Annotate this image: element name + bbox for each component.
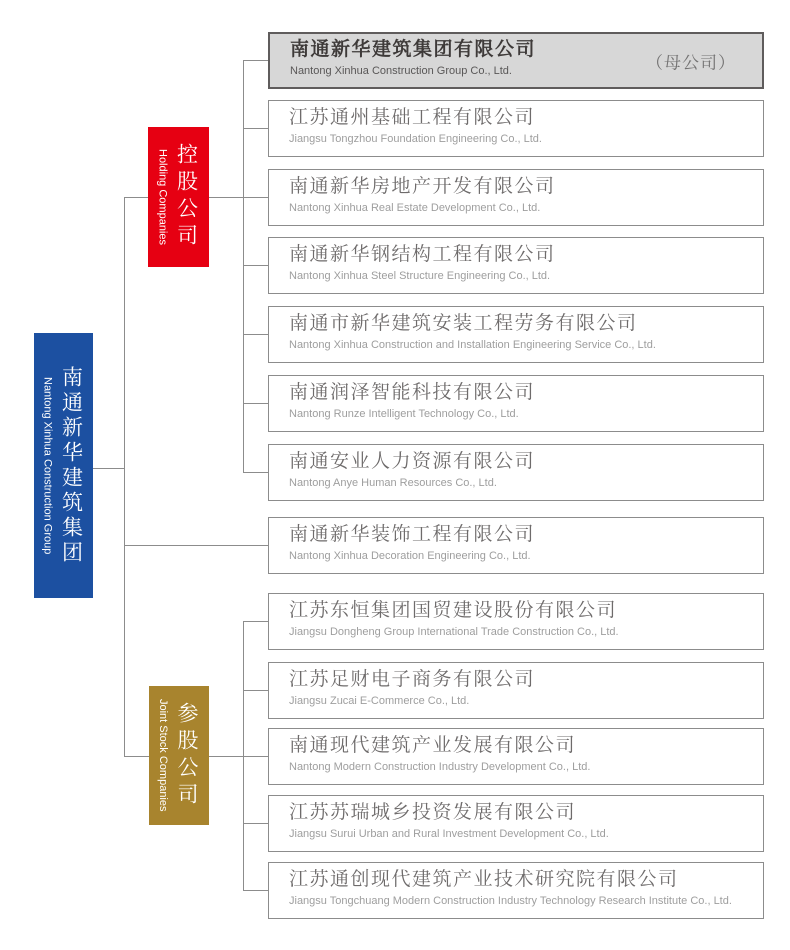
company-name-zh: 南通新华装饰工程有限公司: [289, 524, 536, 545]
group-root-label-zh: 南通新华建筑集团: [59, 365, 83, 566]
branch-line: [243, 403, 268, 404]
company-box: [268, 593, 764, 650]
parent-company-box: [268, 32, 764, 89]
root-connector-line: [93, 468, 124, 469]
company-box: [268, 169, 764, 226]
company-name-zh: 南通新华建筑集团有限公司: [290, 39, 537, 60]
branch-line: [243, 756, 268, 757]
company-name-zh: 江苏苏瑞城乡投资发展有限公司: [289, 802, 577, 823]
branch-line: [243, 128, 268, 129]
company-name-en: Nantong Xinhua Steel Structure Engineering Co., Ltd.: [289, 270, 551, 282]
group-root-label-en: Nantong Xinhua Construction Group: [41, 376, 54, 555]
company-box: [268, 237, 764, 294]
group-joint-label-en: Joint Stock Companies: [157, 699, 169, 812]
company-name-en: Nantong Xinhua Construction Group Co., Ltd.: [290, 65, 512, 77]
branch-line: [243, 197, 268, 198]
company-box: [268, 517, 764, 574]
company-name-en: Jiangsu Tongchuang Modern Construction Industry Technology Research Institute Co., Ltd.: [289, 895, 732, 907]
company-name-en: Jiangsu Zucai E-Commerce Co., Ltd.: [289, 695, 470, 707]
company-name-zh: 南通新华房地产开发有限公司: [289, 176, 556, 197]
company-name-zh: 南通市新华建筑安装工程劳务有限公司: [289, 313, 638, 334]
group-joint-label: [149, 686, 209, 825]
company-box: [268, 795, 764, 852]
branch-line: [243, 890, 268, 891]
company-name-en: Nantong Xinhua Construction and Installation Engineering Service Co., Ltd.: [289, 339, 656, 351]
branch-line: [243, 472, 268, 473]
direct-company-line: [124, 545, 268, 546]
company-name-zh: 江苏通创现代建筑产业技术研究院有限公司: [289, 869, 679, 890]
company-box: [268, 100, 764, 157]
company-name-zh: 江苏足财电子商务有限公司: [289, 669, 536, 690]
company-box: [268, 444, 764, 501]
group-holding-label-zh: 控股公司: [174, 143, 198, 251]
branch-line: [243, 823, 268, 824]
left-trunk-line: [124, 197, 125, 756]
company-name-en: Jiangsu Surui Urban and Rural Investment Development Co., Ltd.: [289, 828, 609, 840]
group-holding-label-en: Holding Companies: [156, 149, 169, 245]
company-box: [268, 862, 764, 919]
branch-line: [243, 265, 268, 266]
branch-line: [243, 621, 268, 622]
branch-line: [243, 60, 268, 61]
company-box: [268, 375, 764, 432]
company-name-en: Nantong Modern Construction Industry Development Co., Ltd.: [289, 761, 591, 773]
company-name-zh: 江苏通州基础工程有限公司: [289, 107, 536, 128]
group-joint-label-zh: 参股公司: [175, 701, 198, 810]
company-box: [268, 306, 764, 363]
branch-line: [243, 690, 268, 691]
group-root-label: [34, 333, 93, 598]
company-name-en: Nantong Xinhua Real Estate Development Co., Ltd.: [289, 202, 541, 214]
company-box: [268, 728, 764, 785]
group-holding-label: [148, 127, 209, 267]
branch-line: [243, 334, 268, 335]
company-name-zh: 南通安业人力资源有限公司: [289, 451, 536, 472]
company-name-en: Nantong Xinhua Decoration Engineering Co., Ltd.: [289, 550, 531, 562]
company-name-en: Nantong Runze Intelligent Technology Co., Ltd.: [289, 408, 519, 420]
holding-trunk-line: [243, 60, 244, 472]
company-name-zh: 南通新华钢结构工程有限公司: [289, 244, 556, 265]
company-box: [268, 662, 764, 719]
company-name-en: Nantong Anye Human Resources Co., Ltd.: [289, 477, 497, 489]
company-name-zh: 江苏东恒集团国贸建设股份有限公司: [289, 600, 618, 621]
company-name-zh: 南通润泽智能科技有限公司: [289, 382, 536, 403]
parent-company-tag: （母公司）: [646, 53, 736, 72]
company-name-en: Jiangsu Dongheng Group International Trade Construction Co., Ltd.: [289, 626, 619, 638]
company-name-zh: 南通现代建筑产业发展有限公司: [289, 735, 577, 756]
company-name-en: Jiangsu Tongzhou Foundation Engineering Co., Ltd.: [289, 133, 542, 145]
